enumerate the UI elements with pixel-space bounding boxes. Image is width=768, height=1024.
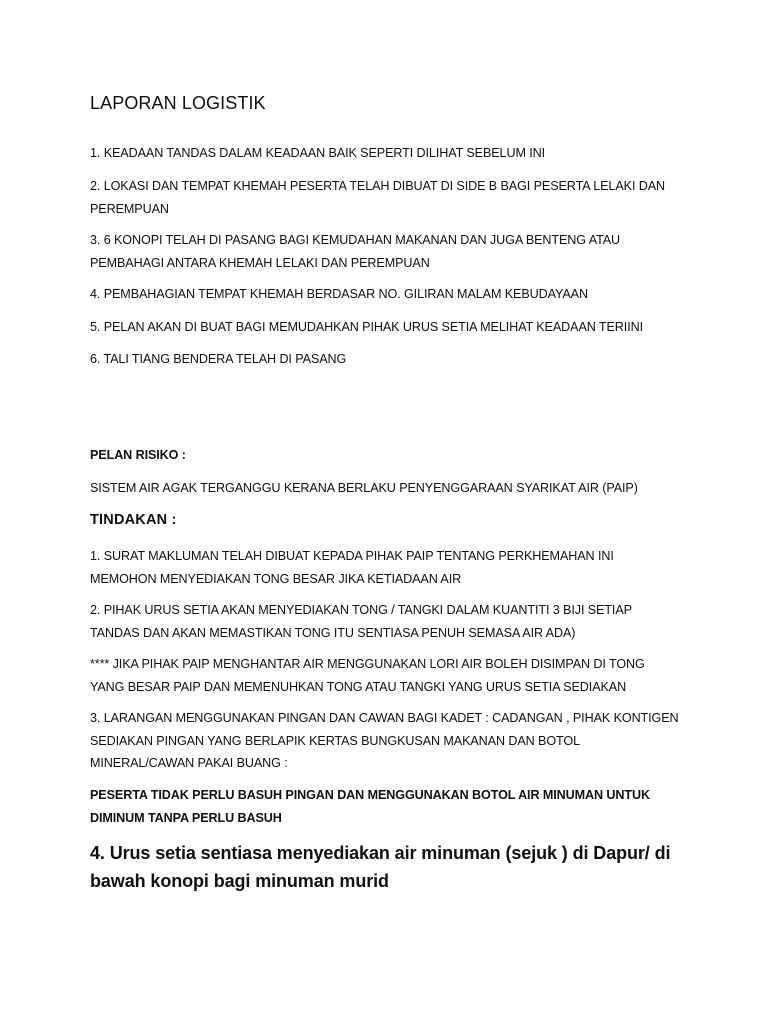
action-note: **** JIKA PIHAK PAIP MENGHANTAR AIR MENGGUNAKAN LORI AIR BOLEH DISIMPAN DI TONG YANG BESAR PAIP DAN MEMENUHKAN TONG ATAU TANGKI YANG URUS SETIA SEDIAKAN [90,657,645,694]
final-item: 4. Urus setia sentiasa menyediakan air minuman (sejuk ) di Dapur/ di bawah konopi bagi minuman murid [90,843,671,891]
list-item: 5. PELAN AKAN DI BUAT BAGI MEMUDAHKAN PIHAK URUS SETIA MELIHAT KEADAAN TERIINI [90,320,643,334]
list-item: 6. TALI TIANG BENDERA TELAH DI PASANG [90,352,347,366]
list-item: 1. KEADAAN TANDAS DALAM KEADAAN BAIK SEPERTI DILIHAT SEBELUM INI [90,146,546,160]
list-item: 4. PEMBAHAGIAN TEMPAT KHEMAH BERDASAR NO. GILIRAN MALAM KEBUDAYAAN [90,287,588,301]
action-item: 3. LARANGAN MENGGUNAKAN PINGAN DAN CAWAN BAGI KADET : CADANGAN , PIHAK KONTIGEN SEDIAKAN PINGAN YANG BERLAPIK KERTAS BUNGKUSAN MAKANAN DAN BOTOL MINERAL/CAWAN PAKAI BUANG : [90,711,679,770]
risk-heading: PELAN RISIKO : [90,448,186,462]
list-item: 3. 6 KONOPI TELAH DI PASANG BAGI KEMUDAHAN MAKANAN DAN JUGA BENTENG ATAU PEMBAHAGI ANTARA KHEMAH LELAKI DAN PEREMPUAN [90,233,621,270]
bold-note: PESERTA TIDAK PERLU BASUH PINGAN DAN MENGGUNAKAN BOTOL AIR MINUMAN UNTUK DIMINUM TANPA PERLU BASUH [90,788,650,825]
action-heading: TINDAKAN : [90,512,177,528]
action-item: 2. PIHAK URUS SETIA AKAN MENYEDIAKAN TONG / TANGKI DALAM KUANTITI 3 BIJI SETIAP TANDAS DAN AKAN MEMASTIKAN TONG ITU SENTIASA PENUH SEMASA AIR ADA) [90,603,632,640]
action-item: 1. SURAT MAKLUMAN TELAH DIBUAT KEPADA PIHAK PAIP TENTANG PERKHEMAHAN INI MEMOHON MENYEDIAKAN TONG BESAR JIKA KETIADAAN AIR [90,549,614,586]
document-title: LAPORAN LOGISTIK [90,93,266,113]
list-item: 2. LOKASI DAN TEMPAT KHEMAH PESERTA TELAH DIBUAT DI SIDE B BAGI PESERTA LELAKI DAN PEREMPUAN [90,179,666,216]
risk-text: SISTEM AIR AGAK TERGANGGU KERANA BERLAKU PENYENGGARAAN SYARIKAT AIR (PAIP) [90,481,638,495]
